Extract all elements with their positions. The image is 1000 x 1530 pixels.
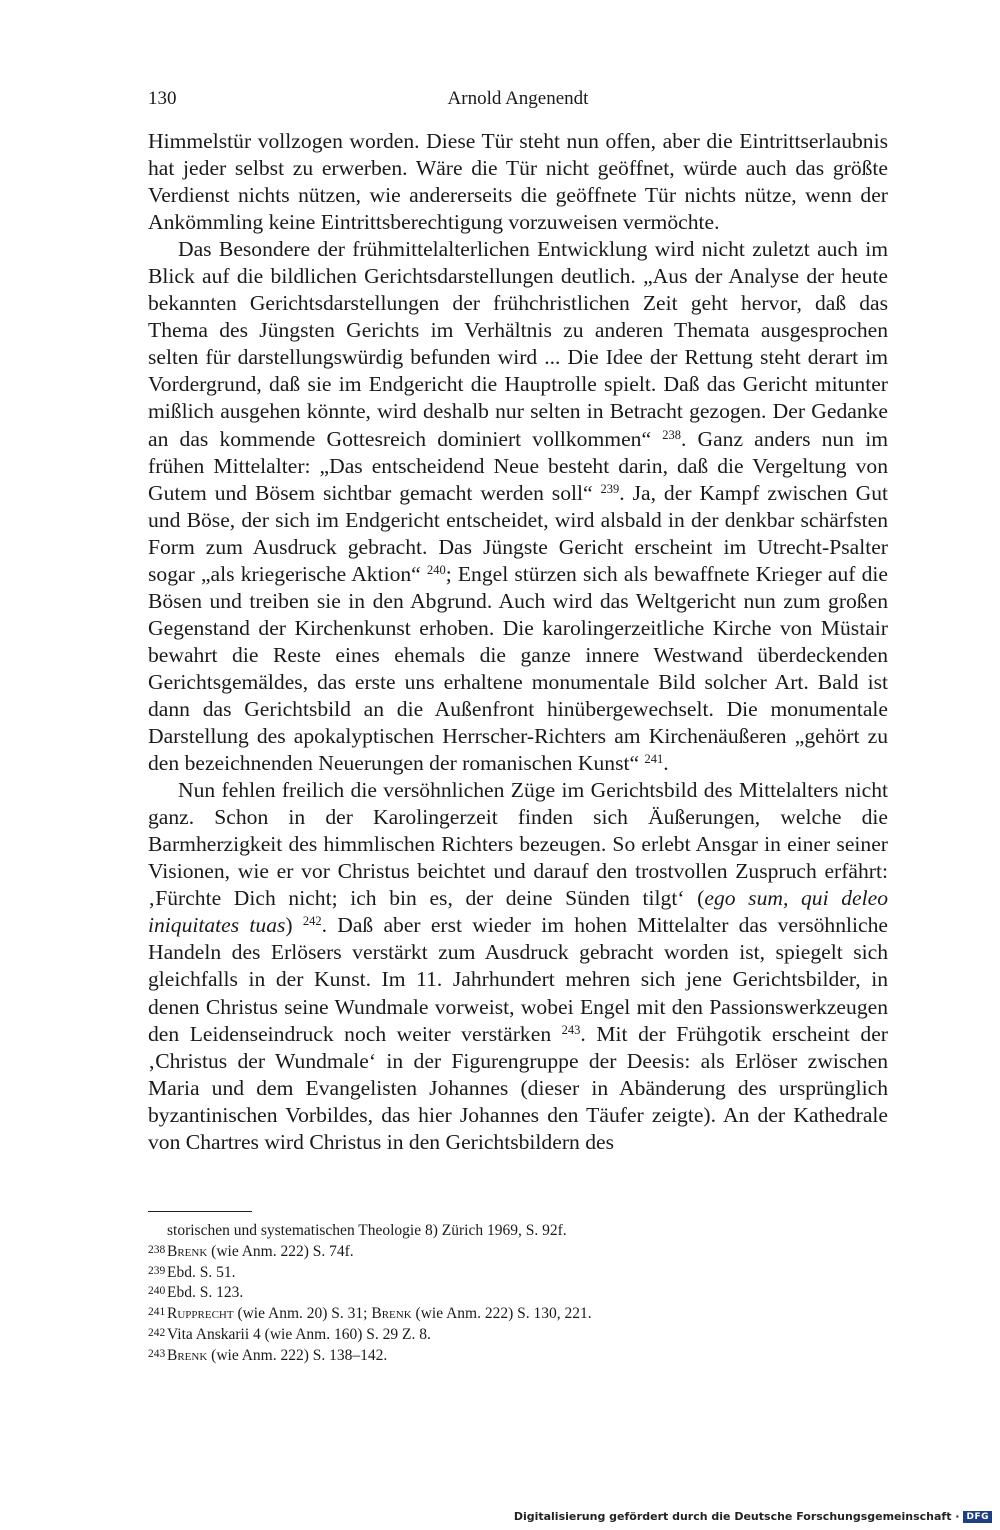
footnote-ref-239: 239 [600, 481, 620, 496]
footnote-243 [148, 1345, 888, 1366]
text-run: . [663, 751, 669, 776]
text-run: Nun fehlen freilich die versöhnlichen Züge im Gerichtsbild des Mittelalters nicht ganz. Schon in der Karolingerzeit finden sich Äußerungen, welche die Barmherzigkeit des himmlischen Richters bezeugen. So erlebt Ansgar in einer seiner Visionen, wie er vor Christus beichtet und darauf den trostvollen Zuspruch erfährt: ‚Fürchte Dich nicht; ich bin es, der deine Sünden tilgt‘ ( [148, 778, 888, 911]
footnote-240 [148, 1282, 888, 1303]
footnote-number: 241 [148, 1306, 166, 1319]
footnote-number: 238 [148, 1243, 166, 1256]
paragraph-1: Himmelstür vollzogen worden. Diese Tür steht nun offen, aber die Eintrittserlaubnis hat jeder selbst zu erwerben. Wäre die Tür nicht geöffnet, würde auch das größte Verdienst nichts nützen, wie andererseits die geöffnete Tür nichts nütze, wenn der Ankömmling keine Eintrittsberechtigung vorzuweisen vermöchte. [148, 129, 888, 235]
footnote-continuation: storischen und systematischen Theologie 8) Zürich 1969, S. 92f. [167, 1222, 567, 1239]
running-head: Arnold Angenendt [447, 88, 589, 109]
footnote-ref-242: 242 [302, 914, 322, 929]
page-number: 130 [148, 88, 177, 109]
footnote-author: Brenk [167, 1242, 208, 1260]
footnote-text: Ebd. S. 51. [167, 1263, 236, 1281]
digitization-banner [514, 1510, 992, 1523]
footnote-ref-243: 243 [561, 1022, 581, 1037]
footnote-241 [148, 1303, 888, 1324]
footnote-text: (wie Anm. 222) S. 138–142. [207, 1346, 388, 1364]
paragraph-2 [148, 236, 888, 777]
footnote-239 [148, 1262, 888, 1283]
paragraph-3 [148, 777, 888, 1156]
text-run: . Mit der Frühgotik erscheint der ‚Christus der Wundmale‘ in der Figurengruppe der Deesis: als Erlöser zwischen Maria und dem Evangelisten Johannes (dieser in Abänderung des ursprünglich byzantinischen Vorbildes, das hier Johannes den Täufer zeigte). An der Kathedrale von Chartres wird Christus in den Gerichtsbildern des [148, 1021, 888, 1154]
footnote-text: Ebd. S. 123. [167, 1284, 244, 1302]
footnote-text: (wie Anm. 222) S. 130, 221. [411, 1305, 592, 1323]
footnote-text: (wie Anm. 20) S. 31; [233, 1305, 372, 1323]
footnote-number: 242 [148, 1326, 166, 1339]
banner-text: Digitalisierung gefördert durch die Deutsche Forschungsgemeinschaft · [513, 1510, 960, 1523]
text-run: ) [285, 913, 303, 938]
footnote-author: Brenk [371, 1305, 412, 1323]
footnote-238 [148, 1241, 888, 1262]
footnote-author: Brenk [167, 1346, 208, 1364]
footnote-number: 240 [148, 1285, 166, 1298]
footnote-divider [148, 1211, 252, 1212]
page-header [148, 88, 888, 114]
footnote-number: 239 [148, 1264, 166, 1277]
dfg-logo: DFG [963, 1511, 992, 1523]
footnote-ref-238: 238 [662, 427, 681, 442]
footnote-ref-240: 240 [426, 562, 446, 577]
text-run: ; Engel stürzen sich als bewaffnete Krieger auf die Bösen und treiben sie in den Abgrund. Auch wird das Weltgericht nun zum großen Gegenstand der Kirchenkunst erhoben. Die karolingerzeitliche Kirche von Müstair bewahrt die Reste eines ehemals die ganze innere Westwand überdeckenden Gerichtsgemäldes, das erste uns erhaltene monumentale Bild solcher Art. Bald ist dann das Gerichtsbild an die Außenfront hinübergewechselt. Die monumentale Darstellung des apokalyptischen Herrscher-Richters am Kirchenäußeren „gehört zu den bezeichnenden Neuerungen der romanischen Kunst“ [148, 561, 888, 776]
main-text [148, 128, 888, 1156]
footnotes [148, 1222, 888, 1366]
latin-quote: ego sum, qui deleo iniquitates tuas [148, 886, 889, 938]
text-run: . Ja, der Kampf zwischen Gut und Böse, der sich im Endgericht entscheidet, wird alsbald in der denkbar schärfsten Form zum Ausdruck gebracht. Das Jüngste Gericht erscheint im Utrecht-Psalter sogar „als kriegerische Aktion“ [148, 480, 889, 586]
footnote-author: Rupprecht [167, 1305, 234, 1323]
text-run: Das Besondere der frühmittelalterlichen Entwicklung wird nicht zuletzt auch im Blick auf die bildlichen Gerichtsdarstellungen deutlich. „Aus der Analyse der heute bekannten Gerichtsdarstellungen der frühchristlichen Zeit geht hervor, daß das Thema des Jüngsten Gerichts im Verhältnis zu anderen Themata ausgesprochen selten für darstellungswürdig befunden wird ... Die Idee der Rettung steht derart im Vordergrund, daß sie im Endgericht die Hauptrolle spielt. Daß das Gericht mitunter mißlich ausgehen könnte, wird deshalb nur selten in Betracht gezogen. Der Gedanke an das kommende Gottesreich dominiert vollkommen“ [148, 237, 888, 451]
footnote-text: Vita Anskarii 4 (wie Anm. 160) S. 29 Z. 8. [167, 1325, 431, 1343]
text-run: . Daß aber erst wieder im hohen Mittelalter das versöhnliche Handeln des Erlösers verstärkt zum Ausdruck gebracht worden ist, spiegelt sich gleichfalls in der Kunst. Im 11. Jahrhundert mehren sich jene Gerichtsbilder, in denen Christus seine Wundmale vorweist, wobei Engel mit den Passionswerkzeugen den Leidenseindruck noch weiter verstärken [148, 913, 888, 1046]
footnote-ref-241: 241 [644, 752, 664, 767]
text-run: . Ganz anders nun im frühen Mittelalter: „Das entscheidend Neue besteht darin, daß die Vergeltung von Gutem und Bösem sichtbar gemacht werden soll“ [148, 426, 888, 505]
footnote-242 [148, 1324, 888, 1345]
footnote-text: (wie Anm. 222) S. 74f. [207, 1242, 354, 1260]
footnote-number: 243 [148, 1347, 166, 1360]
